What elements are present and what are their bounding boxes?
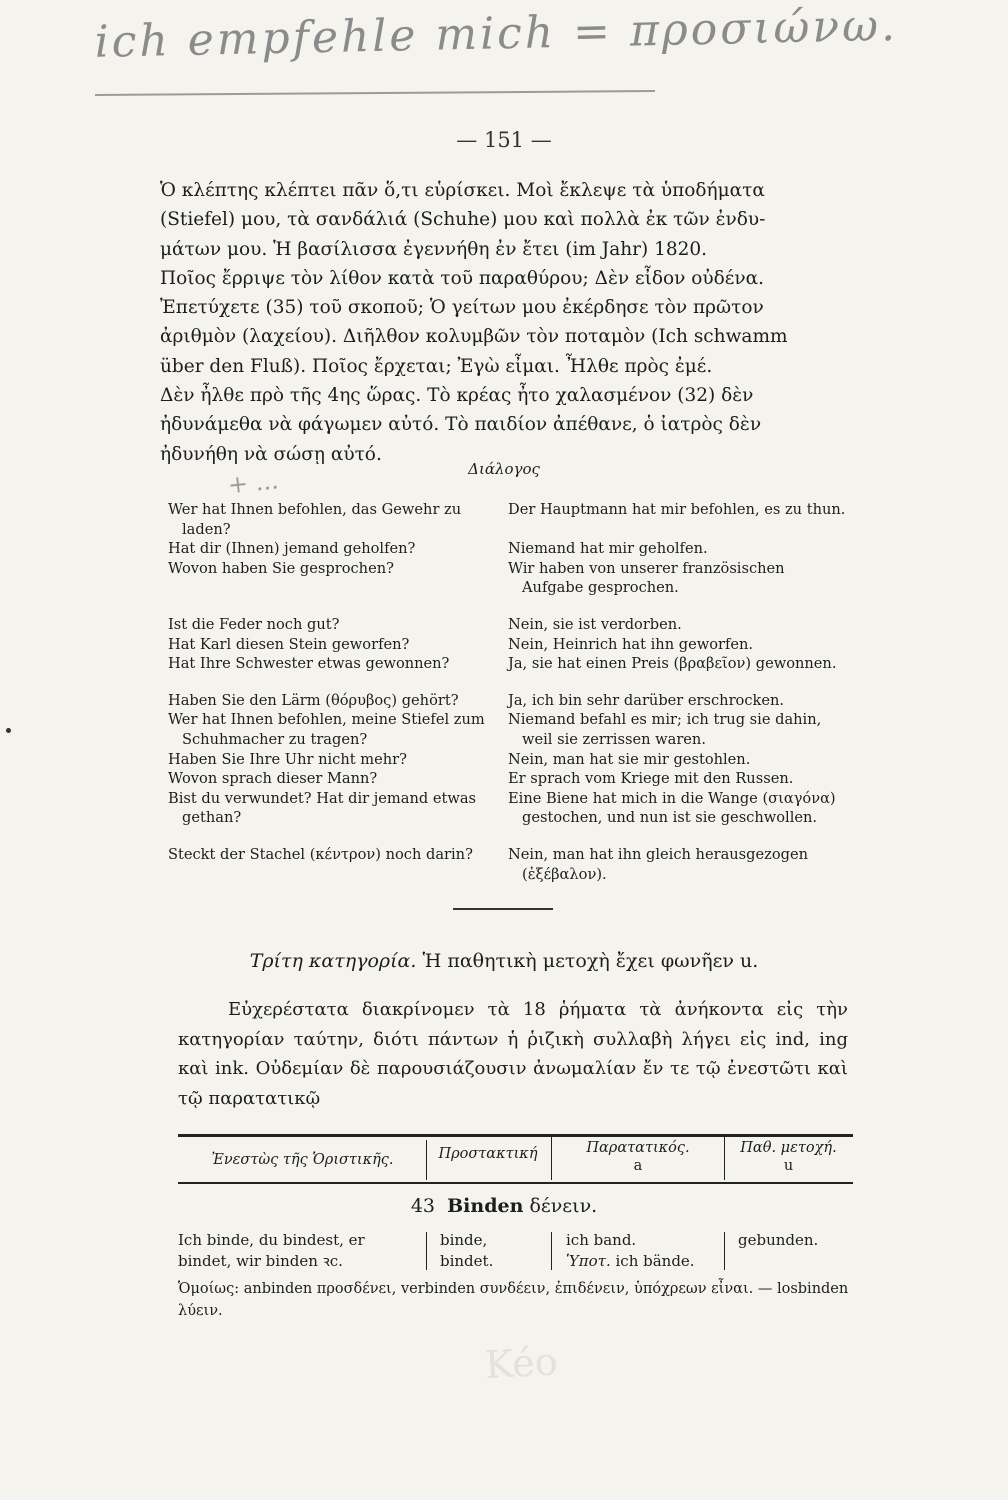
- dialog-answer: Ja, ich bin sehr darüber erschrocken.: [508, 691, 785, 709]
- table-cell-present: Ich binde, du bindest, er bindet, wir binden ꝛc.: [178, 1231, 365, 1270]
- table-footnote: Ὁμοίως: anbinden προσδένει, verbinden συνδέειν, ἐπιδένειν, ὑπόχρεων εἶναι. — losbinden λύειν.: [178, 1281, 849, 1319]
- dialog-row: [168, 710, 848, 749]
- prose-exercise: [160, 176, 845, 469]
- dialog-question: Haben Sie Ihre Uhr nicht mehr?: [168, 750, 407, 768]
- verb-name: Binden: [447, 1195, 524, 1217]
- dialog-question: Hat dir (Ihnen) jemand geholfen?: [168, 540, 416, 558]
- page-number: — 151 —: [456, 128, 552, 152]
- dialog-answer: Wir haben von unserer französischen Aufgabe gesprochen.: [508, 559, 785, 597]
- dialog-question: Wovon sprach dieser Mann?: [168, 770, 378, 788]
- table-column-divider: [724, 1232, 725, 1270]
- dialog-answer: Nein, man hat ihn gleich herausgezogen (ἐξέβαλον).: [508, 845, 808, 883]
- dialog-row: [168, 635, 848, 655]
- table-subheader-a: a: [633, 1158, 643, 1174]
- prose-line: Ὁ κλέπτης κλέπτει πᾶν ὅ,τι εὑρίσκει. Μοὶ ἔκλεψε τὰ ὑποδήματα: [160, 180, 765, 201]
- prose-line: μάτων μου. Ἡ βασίλισσα ἐγεννήθη ἐν ἔτει (im Jahr) 1820.: [160, 238, 708, 260]
- verb-number: 43: [410, 1195, 436, 1217]
- verb-heading: [0, 1195, 1008, 1217]
- table-column-divider: [551, 1232, 552, 1270]
- handwritten-margin-note: ich empfehle mich = προσιώνω.: [94, 0, 899, 68]
- dialog-question: Wer hat Ihnen befohlen, meine Stiefel zum Schuhmacher zu tragen?: [168, 711, 485, 748]
- table-column-divider: [724, 1137, 725, 1180]
- dialog-question: Hat Karl diesen Stein geworfen?: [168, 635, 410, 653]
- dialog-row: [168, 539, 848, 559]
- prose-line: ἀριθμὸν (λαχείου). Διῆλθον κολυμβῶν τὸν ποταμὸν (Ich schwamm: [160, 326, 788, 348]
- table-cell-participle: gebunden.: [738, 1231, 819, 1249]
- section-heading-italic: Τρίτη κατηγορία.: [249, 950, 417, 972]
- dialog-answer: Nein, sie ist verdorben.: [508, 615, 682, 633]
- dialog-answer: Niemand hat mir geholfen.: [508, 540, 708, 558]
- table-mid-rule: [178, 1182, 853, 1184]
- dialog-question: Ist die Feder noch gut?: [168, 615, 340, 633]
- dialog-row: [168, 845, 848, 884]
- verb-gloss: δένειν.: [529, 1195, 598, 1217]
- dialog-row: [168, 789, 848, 828]
- table-header-participle: Παθ. μετοχή.: [740, 1140, 837, 1156]
- dialog-row: [168, 615, 848, 635]
- subjunctive-label: Ὑποτ.: [566, 1252, 611, 1270]
- prose-line: Δὲν ἦλθε πρὸ τῆς 4ης ὥρας. Τὸ κρέας ἦτο χαλασμένον (32) δὲν: [160, 385, 754, 407]
- dialog-question: Steckt der Stachel (κέντρον) noch darin?: [168, 845, 473, 863]
- table-column-divider: [551, 1137, 552, 1180]
- dialog-question: Bist du verwundet? Hat dir jemand etwas gethan?: [168, 789, 477, 827]
- table-header-imperfect: Παρατατικός.: [586, 1140, 690, 1156]
- dialog-row: [168, 769, 848, 789]
- dialog-block: [168, 500, 848, 884]
- section-heading: [0, 950, 1008, 972]
- dialog-answer: Eine Biene hat mich in die Wange (σιαγόνα) gestochen, und nun ist sie geschwollen.: [508, 789, 836, 827]
- faded-stamp: Kéo: [483, 1339, 559, 1388]
- prose-line: ἠδυνάμεθα νὰ φάγωμεν αὐτό. Τὸ παιδίον ἀπέθανε, ὁ ἰατρὸς δὲν: [160, 414, 762, 436]
- prose-line: (Stiefel) μου, τὰ σανδάλιά (Schuhe) μου καὶ πολλὰ ἐκ τῶν ἐνδυ-: [160, 209, 766, 231]
- dialog-question: Haben Sie den Lärm (θόρυβος) gehört?: [168, 691, 459, 709]
- handwritten-scribble: + ...: [226, 466, 280, 500]
- table-subheader-u: u: [783, 1158, 794, 1174]
- dialog-answer: Nein, man hat sie mir gestohlen.: [508, 750, 751, 768]
- dialog-question: Wer hat Ihnen befohlen, das Gewehr zu laden?: [168, 501, 462, 538]
- dialog-row: [168, 500, 848, 539]
- dialog-row: [168, 691, 848, 711]
- section-divider: [453, 908, 553, 910]
- dialog-question: Hat Ihre Schwester etwas gewonnen?: [168, 655, 450, 673]
- subjunctive-form: ich bände.: [615, 1252, 695, 1270]
- table-cell-imperfect: ich band.: [566, 1231, 637, 1249]
- prose-line: Ἐπετύχετε (35) τοῦ σκοποῦ; Ὁ γείτων μου ἐκέρδησε τὸν πρῶτον: [160, 297, 764, 319]
- section-paragraph: Εὐχερέστατα διακρίνομεν τὰ 18 ῥήματα τὰ ἀνήκοντα εἰς τὴν κατηγορίαν ταύτην, διότι πάντων ἡ ῥιζικὴ συλλαβὴ λήγει εἰς ind, ing καὶ ink. Οὐδεμίαν δὲ παρουσιάζουσιν ἀνωμαλίαν ἔν τε τῷ ἐνεστῶτι καὶ τῷ παρατατικῷ: [178, 999, 848, 1109]
- dialog-answer: Der Hauptmann hat mir befohlen, es zu thun.: [508, 501, 846, 518]
- prose-line: über den Fluß). Ποῖος ἔρχεται; Ἐγὼ εἶμαι. Ἦλθε πρὸς ἐμέ.: [160, 355, 713, 377]
- dialog-row: [168, 750, 848, 770]
- table-column-divider: [426, 1232, 427, 1270]
- table-column-divider: [426, 1140, 427, 1180]
- prose-line: ἠδυνήθη νὰ σώσῃ αὐτό.: [160, 443, 382, 465]
- dialog-title: Διάλογος: [468, 460, 540, 478]
- dialog-answer: Er sprach vom Kriege mit den Russen.: [508, 770, 794, 788]
- table-cell-subjunctive: [566, 1251, 716, 1272]
- dialog-answer: Niemand befahl es mir; ich trug sie dahin, weil sie zerrissen waren.: [508, 711, 822, 748]
- dialog-answer: Ja, sie hat einen Preis (βραβεῖον) gewonnen.: [508, 655, 837, 673]
- prose-line: Ποῖος ἔρριψε τὸν λίθον κατὰ τοῦ παραθύρου; Δὲν εἶδον οὐδένα.: [160, 267, 765, 289]
- dialog-question: Wovon haben Sie gesprochen?: [168, 559, 394, 577]
- table-cell-imperative: binde, bindet.: [440, 1231, 494, 1270]
- table-header-present: Ἐνεστὼς τῆς Ὁριστικῆς.: [211, 1152, 394, 1168]
- dialog-answer: Nein, Heinrich hat ihn geworfen.: [508, 635, 754, 653]
- dialog-row: [168, 559, 848, 598]
- section-heading-text: Ἡ παθητικὴ μετοχὴ ἔχει φωνῆεν u.: [422, 950, 759, 972]
- dialog-row: [168, 654, 848, 674]
- table-header-imperative: Προστακτική: [438, 1146, 538, 1162]
- table-top-rule: [178, 1134, 853, 1137]
- ink-speck: [6, 728, 11, 733]
